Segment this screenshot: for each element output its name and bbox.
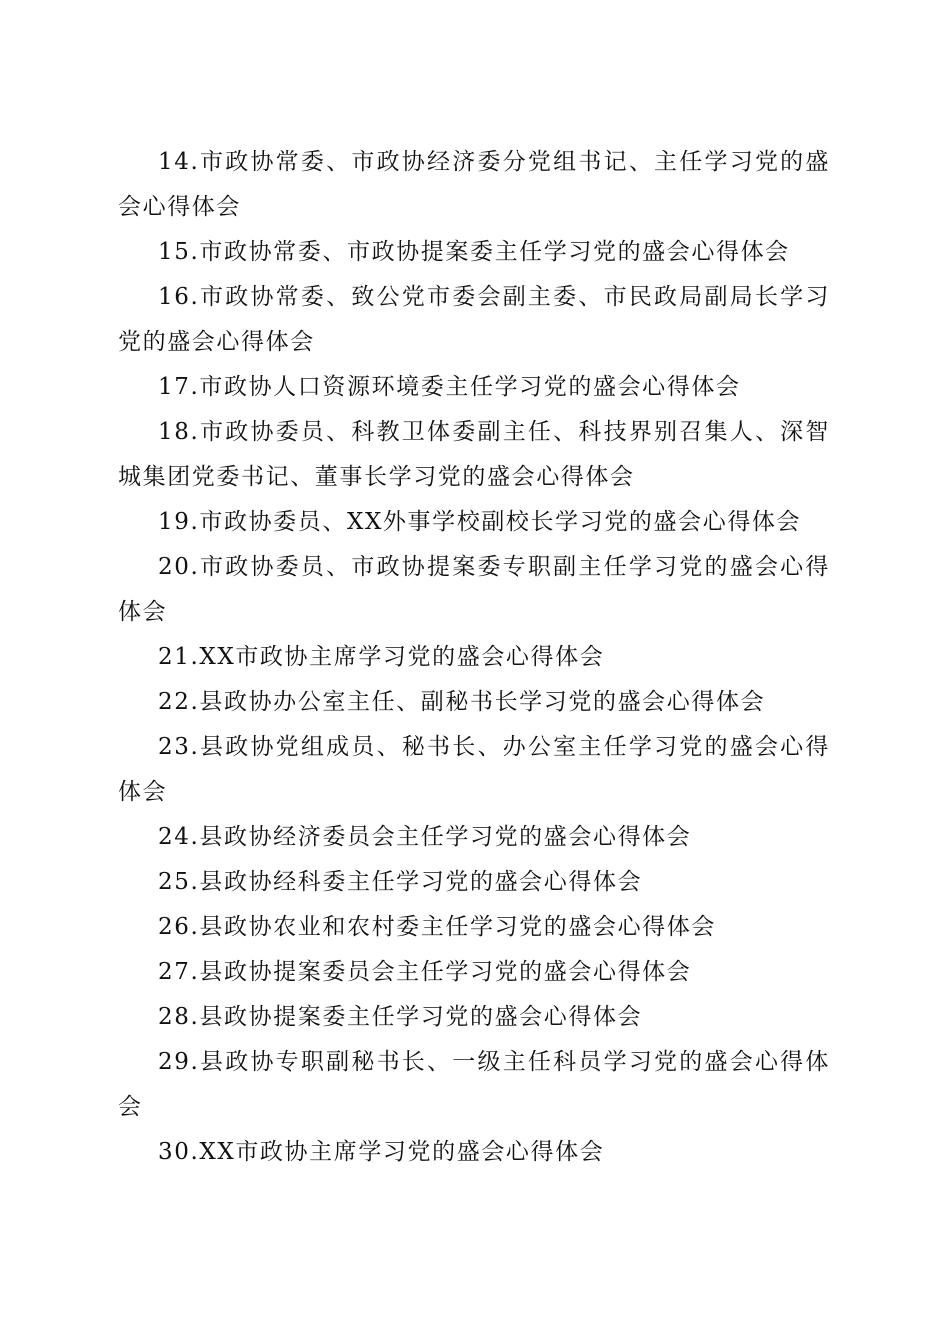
list-item: 19.市政协委员、XX外事学校副校长学习党的盛会心得体会: [158, 509, 802, 535]
list-item: 24.县政协经济委员会主任学习党的盛会心得体会: [158, 824, 692, 850]
list-item: 17.市政协人口资源环境委主任学习党的盛会心得体会: [158, 374, 741, 400]
list-item: 30.XX市政协主席学习党的盛会心得体会: [158, 1139, 605, 1165]
list-item: 29.县政协专职副秘书长、一级主任科员学习党的盛会心得体会: [118, 1049, 830, 1120]
document-body: [118, 140, 830, 1175]
list-item: 16.市政协常委、致公党市委会副主委、市民政局副局长学习党的盛会心得体会: [118, 284, 830, 355]
list-item: 21.XX市政协主席学习党的盛会心得体会: [158, 644, 605, 670]
list-item: 20.市政协委员、市政协提案委专职副主任学习党的盛会心得体会: [118, 554, 830, 625]
list-item: 14.市政协常委、市政协经济委分党组书记、主任学习党的盛会心得体会: [118, 149, 830, 220]
list-item: 23.县政协党组成员、秘书长、办公室主任学习党的盛会心得体会: [118, 734, 830, 805]
list-item: 25.县政协经科委主任学习党的盛会心得体会: [158, 869, 643, 895]
list-item: 22.县政协办公室主任、副秘书长学习党的盛会心得体会: [158, 689, 766, 715]
list-item: 28.县政协提案委主任学习党的盛会心得体会: [158, 1004, 643, 1030]
list-item: 27.县政协提案委员会主任学习党的盛会心得体会: [158, 959, 692, 985]
list-item: 15.市政协常委、市政协提案委主任学习党的盛会心得体会: [158, 239, 790, 265]
list-item: 26.县政协农业和农村委主任学习党的盛会心得体会: [158, 914, 716, 940]
list-item: 18.市政协委员、科教卫体委副主任、科技界别召集人、深智城集团党委书记、董事长学习党的盛会心得体会: [118, 419, 830, 490]
